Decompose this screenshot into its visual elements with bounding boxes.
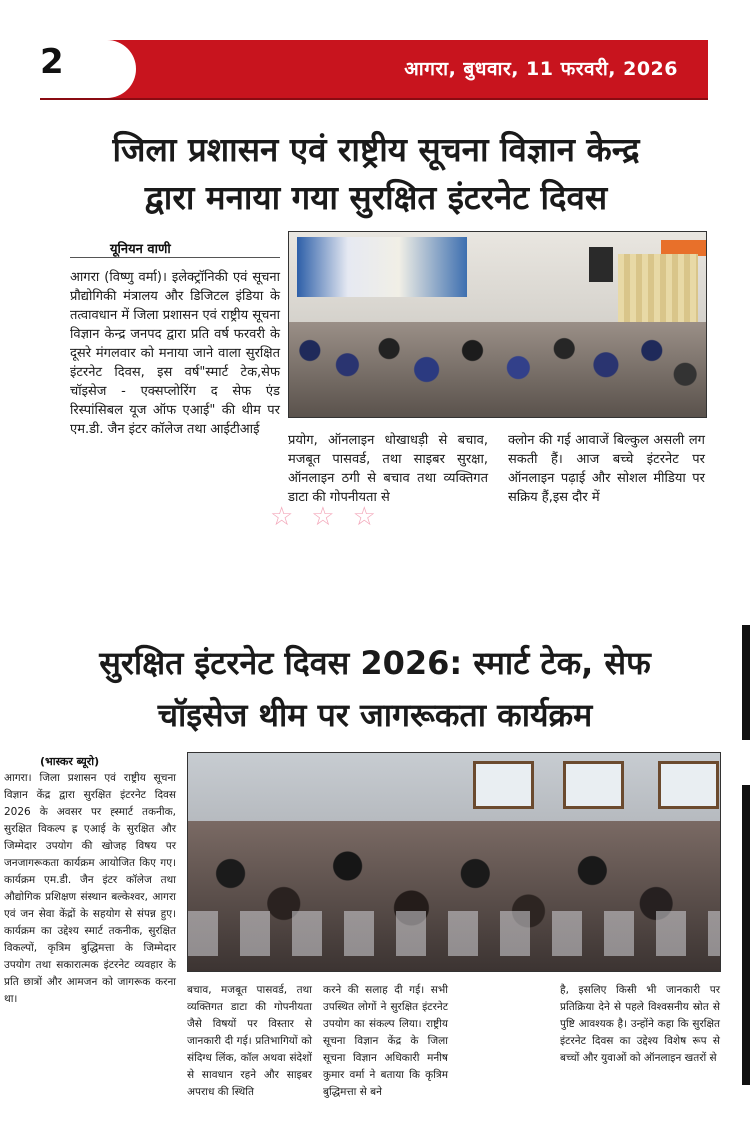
window-middle xyxy=(563,761,624,809)
article-column-2: प्रयोग, ऑनलाइन धोखाधड़ी से बचाव, मजबूत पासवर्ड, तथा साइबर सुरक्षा, ऑनलाइन ठगी से बचाव तथा व्यक्तिगत डाटा की गोपनीयता से xyxy=(288,433,488,505)
news-clipping-bhaskar xyxy=(0,625,750,1130)
window-right xyxy=(658,761,719,809)
chairs-row xyxy=(188,911,720,956)
speaker-board xyxy=(589,247,613,282)
article-column-1: आगरा (विष्णु वर्मा)। इलेक्ट्रॉनिकी एवं सूचना प्रौद्योगिकी मंत्रालय और डिजिटल इंडिया के तत्वावधान में जिला प्रशासन एवं राष्ट्रीय सूचना विज्ञान केन्द्र जनपद द्वारा प्रति वर्ष फरवरी के दूसरे मंगलवार को मनाया जाने वाला सुरक्षित इंटरनेट दिवस, इस वर्ष"स्मार्ट टेक,सेफ चॉइसेज - एक्सप्लोरिंग द सेफ एंड रिस्पांसिबल यूज ऑफ एआई" की थीम पर एम.डी. जैन इंटर कॉलेज तथा आईटीआई xyxy=(70,270,280,437)
headline2-line-2: चॉइसेज थीम पर जागरूकता कार्यक्रम xyxy=(157,696,593,734)
byline: यूनियन वाणी xyxy=(110,242,171,257)
stage-banner xyxy=(297,237,467,297)
article2-column-3: करने की सलाह दी गई। सभी उपस्थित लोगों ने सुरक्षित इंटरनेट उपयोग का संकल्प लिया। राष्ट्रीय सूचना विज्ञान केंद्र के जिला सूचना विज्ञान अधिकारी मनीष कुमार वर्मा ने बताया कि कृत्रिम बुद्धिमत्ता से बने xyxy=(323,984,448,1098)
headline-line-2: द्वारा मनाया गया सुरक्षित इंटरनेट दिवस xyxy=(144,178,608,217)
article2-column-1: आगरा। जिला प्रशासन एवं राष्ट्रीय सूचना विज्ञान केंद्र द्वारा सुरक्षित इंटरनेट दिवस 2026 के अवसर पर ह्स्मार्ट तकनीक, सुरक्षित विकल्प ह्र एआई के सुरक्षित और जिम्मेदार उपयोग की खोजह विषय पर जनजागरूकता कार्यक्रम आयोजित किए गए। कार्यक्रम एम.डी. जैन इंटर कॉलेज तथा औद्योगिक प्रशिक्षण संस्थान बल्केश्वर, आगरा एवं जन सेवा केंद्रों के सहयोग से संपन्न हुए। कार्यक्रम का उद्देश्य स्मार्ट तकनीक, सुरक्षित विकल्पों, कृत्रिम बुद्धिमत्ता के जिम्मेदार उपयोग तथा सकारात्मक इंटरनेट व्यवहार के प्रति छात्रों और आमजन को जागरूक करना था। xyxy=(4,772,176,1005)
news-clipping-union-vani xyxy=(40,35,712,535)
headline2-line-1: सुरक्षित इंटरनेट दिवस 2026: स्मार्ट टेक, सेफ xyxy=(99,644,651,682)
window-left xyxy=(473,761,534,809)
yellow-curtain xyxy=(618,254,698,324)
dateline: आगरा, बुधवार, 11 फरवरी, 2026 xyxy=(404,58,678,80)
article2-column-2: बचाव, मजबूत पासवर्ड, तथा व्यक्तिगत डाटा की गोपनीयता जैसे विषयों पर विस्तार से जानकारी दी गई। प्रतिभागियों को संदिग्ध लिंक, कॉल अथवा संदेशों से सावधान रहने और साइबर अपराध की स्थिति xyxy=(187,984,312,1098)
byline-2: (भास्कर ब्यूरो) xyxy=(40,755,100,768)
byline-rule xyxy=(70,257,280,258)
article-column-3: क्लोन की गई आवाजें बिल्कुल असली लग सकती हैं। आज बच्चे इंटरनेट पर ऑनलाइन पढ़ाई और सोशल मीडिया पर सक्रिय हैं,इस दौर में xyxy=(508,433,705,505)
seminar-hall-photo xyxy=(288,231,707,418)
headline-line-1: जिला प्रशासन एवं राष्ट्रीय सूचना विज्ञान केन्द्र xyxy=(112,130,640,169)
article2-column-4: है, इसलिए किसी भी जानकारी पर प्रतिक्रिया देने से पहले विश्वसनीय स्रोत से पुष्टि आवश्यक है। उन्होंने कहा कि सुरक्षित इंटरनेट दिवस का उद्देश्य विशेष रूप से बच्चों और युवाओं को ऑनलाइन खतरों से xyxy=(560,984,720,1064)
page-number: 2 xyxy=(40,42,64,82)
students-audience-photo xyxy=(187,752,721,972)
date-banner xyxy=(40,40,708,100)
audience-crowd xyxy=(289,322,706,417)
adjacent-page-edge-top xyxy=(742,625,750,740)
adjacent-page-edge-bottom xyxy=(742,785,750,1085)
decorative-stars: ☆☆☆ xyxy=(270,502,394,532)
